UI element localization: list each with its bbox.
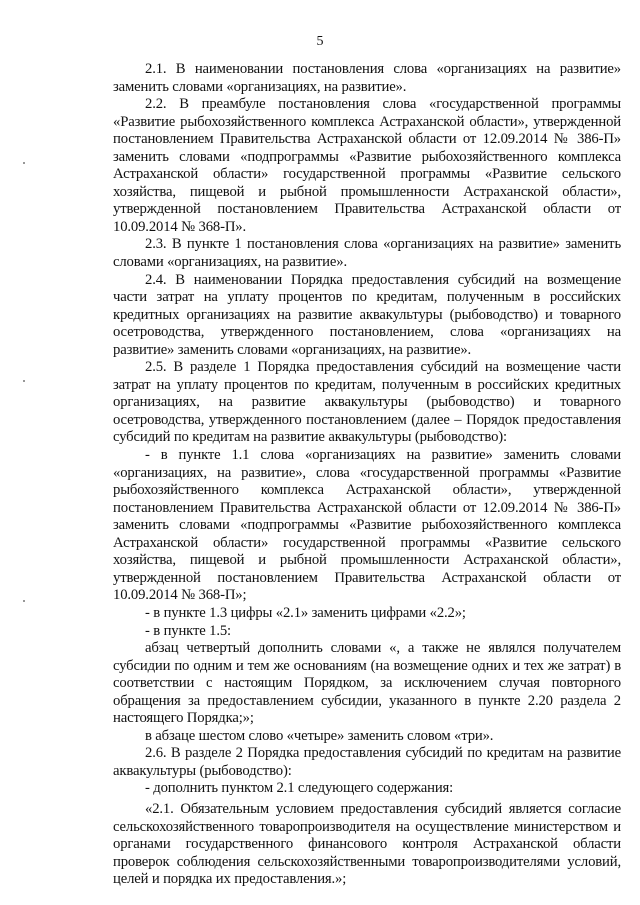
paragraph-quote-2-1: «2.1. Обязательным условием предоставления субсидий является согласие сельскохозяйственного товаропроизводителя на осуществление министерством и органами государственного финансового контроля Астраханской области проверок соблюдения сельскохозяйственными товаропроизводителями условий, целей и порядка их предоставления.»; (113, 800, 621, 888)
paragraph-2-2: 2.2. В преамбуле постановления слова «государственной программы «Развитие рыбохозяйственного комплекса Астраханской области», утвержденной постановлением Правительства Астраханской области от 12.09.2014 № 386-П» заменить словами «подпрограммы «Развитие рыбохозяйственного комплекса Астраханской области» государственной программы «Развитие сельского хозяйства, пищевой и рыбной промышленности Астраханской области», утвержденной постановлением Правительства Астраханской области от 10.09.2014 № 368-П». (113, 96, 621, 235)
paragraph-2-1: 2.1. В наименовании постановления слова «организациях на развитие» заменить словами «организациях, на развитие». (113, 61, 621, 95)
paragraph-2-5: 2.5. В разделе 1 Порядка предоставления субсидий на возмещение части затрат на уплату процентов по кредитам, полученным в российских кредитных организациях, на развитие аквакультуры (рыбоводство) и товарного осетроводства, утвержденного постановлением (далее – Порядок предоставления субсидий по кредитам на развитие аквакультуры (рыбоводство): (113, 359, 621, 446)
margin-mark (23, 162, 25, 164)
paragraph-abzac-4: абзац четвертый дополнить словами «, а также не являлся получателем субсидии по одним и тем же основаниям (на возмещение одних и тех же затрат) в соответствии с настоящим Порядком, за исключением случая повторного обращения за предоставлением субсидии, указанного в пункте 2.20 раздела 2 настоящего Порядка;»; (113, 640, 621, 727)
paragraph-abzac-6: в абзаце шестом слово «четыре» заменить словом «три». (145, 727, 494, 744)
paragraph-2-6-item: - дополнить пунктом 2.1 следующего содержания: (145, 780, 454, 797)
document-body (113, 61, 621, 889)
page-number: 5 (316, 34, 324, 49)
paragraph-2-6: 2.6. В разделе 2 Порядка предоставления субсидий по кредитам на развитие аквакультуры (рыбоводство): (113, 745, 621, 779)
paragraph-2-5-item-1-5: - в пункте 1.5: (145, 622, 231, 639)
paragraph-2-4: 2.4. В наименовании Порядка предоставления субсидий на возмещение части затрат на уплату процентов по кредитам, полученным в российских кредитных организациях на развитие аквакультуры (рыбоводство) и товарного осетроводства, утвержденного постановлением, слова «организациях на развитие» заменить словами «организациях, на развитие». (113, 271, 621, 358)
paragraph-2-5-item-1-1: - в пункте 1.1 слова «организациях на развитие» заменить словами «организациях, на развитие», слова «государственной программы «Развитие рыбохозяйственного комплекса Астраханской области», утвержденной постановлением Правительства Астраханской области от 12.09.2014 № 386-П» заменить словами «подпрограммы «Развитие рыбохозяйственного комплекса Астраханской области» государственной программы «Развитие сельского хозяйства, пищевой и рыбной промышленности Астраханской области», утвержденной постановлением Правительства Астраханской области от 10.09.2014 № 368-П»; (113, 447, 621, 604)
margin-mark (23, 600, 25, 602)
paragraph-2-5-item-1-3: - в пункте 1.3 цифры «2.1» заменить цифрами «2.2»; (145, 604, 466, 621)
paragraph-2-3: 2.3. В пункте 1 постановления слова «организациях на развитие» заменить словами «организациях, на развитие». (113, 236, 621, 271)
margin-mark (23, 380, 25, 382)
